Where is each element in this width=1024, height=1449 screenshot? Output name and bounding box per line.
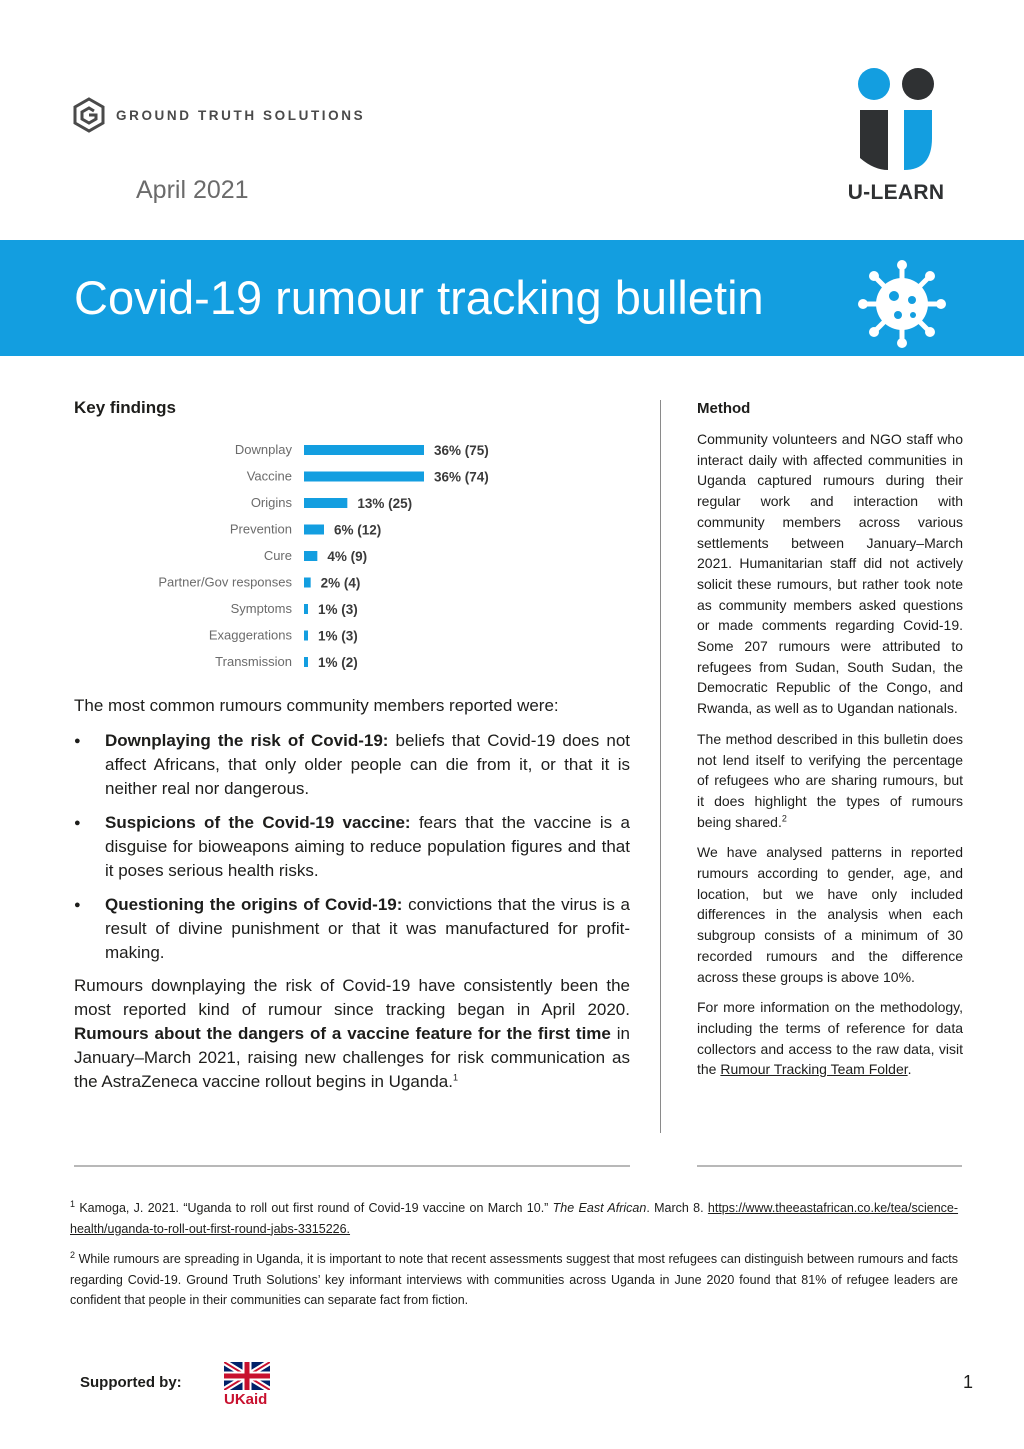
list-item: ● Suspicions of the Covid-19 vaccine: fears that the vaccine is a disguise for bioweapons aiming to reduce population figures and that it poses serious health risks. <box>74 811 630 883</box>
footnote-1: $^1$ Kamoga, J. 2021. “Uganda to roll out first round of Covid-19 vaccine on March 10.” The East African. March 8. https://www.theeastafrican.co.ke/tea/science-health/uganda-to-roll-out-first-round-jabs-3315226. <box>70 1198 959 1236</box>
method-heading: Method <box>697 400 751 417</box>
findings-summary: Rumours downplaying the risk of Covid-19 have consistently been the most reported kind of rumour since tracking began in April 2020. Rumours about the dangers of a vaccine feature for the first time in January–March 2021, raising new challenges for risk communication as the AstraZeneca vaccine rollout begins in Uganda.$^1$ <box>74 976 630 1091</box>
supported-by-label: Supported by: <box>80 1374 182 1391</box>
bulletin-date: April 2021 <box>136 176 249 204</box>
category-label: Prevention <box>229 521 292 537</box>
data-label: 2% (4) <box>320 575 361 591</box>
list-item: ● Questioning the origins of Covid-19: convictions that the virus is a result of divine punishment or that it was manufactured for profit-making. <box>74 893 630 965</box>
category-label: Symptoms <box>230 601 292 616</box>
org-name: GROUND TRUTH SOLUTIONS <box>116 107 366 123</box>
footnote-ref[interactable]: 2 <box>781 813 787 823</box>
category-label: Downplay <box>234 442 292 457</box>
org-logo <box>72 97 365 133</box>
bar <box>304 631 308 641</box>
bar <box>304 578 311 588</box>
footnote-separator <box>74 1165 630 1167</box>
category-label: Origins <box>250 495 292 510</box>
east-african-link[interactable]: https://www.theeastafrican.co.ke/tea/science-health/uganda-to-roll-out-first-round-jabs-3315226. <box>70 1201 959 1236</box>
funder-name: UKaid <box>224 1391 268 1408</box>
findings-lead: The most common rumours community members reported were: <box>74 696 559 715</box>
bar <box>304 604 308 614</box>
data-label: 1% (2) <box>318 655 358 670</box>
footnote-ref[interactable]: 1 <box>452 1072 458 1083</box>
category-label: Partner/Gov responses <box>158 574 292 590</box>
list-item: ● Downplaying the risk of Covid-19: beliefs that Covid-19 does not affect Africans, that only older people can die from it, or that it is neither real nor dangerous. <box>74 729 630 801</box>
key-findings-heading: Key findings <box>74 398 177 417</box>
ukaid-logo <box>224 1362 270 1414</box>
gts-shield-icon <box>72 97 106 133</box>
page-title: Covid-19 rumour tracking bulletin <box>74 271 764 324</box>
key-findings-chart <box>74 436 634 676</box>
virus-icon <box>858 260 946 348</box>
bar <box>304 657 308 667</box>
data-label: 13% (25) <box>357 496 413 511</box>
bar <box>304 445 424 455</box>
page-number: 1 <box>963 1372 974 1392</box>
data-label: 36% (75) <box>434 443 489 458</box>
category-label: Exaggerations <box>208 627 292 643</box>
partner-logo <box>846 66 956 216</box>
bar <box>304 498 347 508</box>
findings-list <box>74 729 630 975</box>
method-text <box>697 429 963 1090</box>
bar <box>304 525 324 535</box>
data-label: 1% (3) <box>318 628 358 644</box>
column-divider <box>660 400 661 1133</box>
data-label: 36% (74) <box>434 469 489 485</box>
category-label: Transmission <box>215 654 292 669</box>
footnote-separator <box>697 1165 962 1167</box>
method-paragraph: For more information on the methodology, including the terms of reference for data collectors and access to the raw data, visit the Rumour Tracking Team Folder. <box>697 999 963 1078</box>
data-label: 4% (9) <box>327 549 368 564</box>
method-paragraph: We have analysed patterns in reported rumours according to gender, age, and location, but we have only included differences in the analysis when each subgroup consists of a minimum of 30 recorded rumours and the difference across these groups is above 10%. <box>697 844 963 985</box>
union-jack-icon <box>224 1362 270 1390</box>
title-banner <box>0 240 1024 356</box>
data-label: 6% (12) <box>334 522 382 538</box>
footnote-2: $^2$ While rumours are spreading in Uganda, it is important to note that recent assessments suggest that most refugees can distinguish between rumours and facts regarding Covid-19. Ground Truth Solutions’ key informant interviews with communities across Uganda in June 2020 found that 81% of refugee leaders are confident that people in their communities can separate fact from fiction. <box>70 1249 958 1307</box>
category-label: Vaccine <box>246 468 292 484</box>
rumour-folder-link[interactable]: Rumour Tracking Team Folder <box>720 1061 908 1078</box>
category-label: Cure <box>263 548 292 563</box>
bar <box>304 551 317 561</box>
data-label: 1% (3) <box>318 602 358 617</box>
u-learn-logo-icon <box>846 66 946 178</box>
bar <box>304 472 424 482</box>
footnotes <box>70 1198 958 1321</box>
method-paragraph: Community volunteers and NGO staff who interact daily with affected communities in Uganda captured rumours during their regular work and interaction with community members across various settlements between January–March 2021. Humanitarian staff did not actively solicit these rumours, but rather took note as community members asked questions or made comments regarding Covid-19. Some 207 rumours were attributed to refugees from Sudan, South Sudan, the Democratic Republic of the Congo, and Rwanda, as well as to Ugandan nationals. <box>697 431 963 717</box>
method-paragraph: The method described in this bulletin does not lend itself to verifying the percentage of refugees who are sharing rumours, but it does highlight the types of rumours being shared.$^2$ <box>697 730 963 830</box>
partner-name: U-LEARN <box>847 181 945 204</box>
